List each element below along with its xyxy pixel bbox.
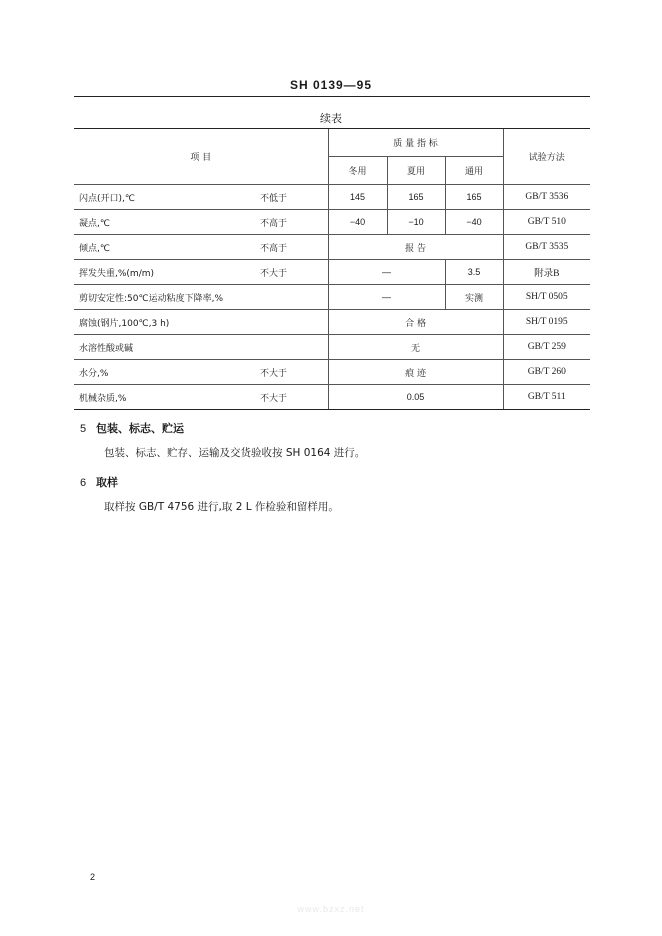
header-quality-index: 质 量 指 标 [328, 129, 503, 157]
row-method: GB/T 3535 [503, 235, 590, 260]
section-number: 6 [80, 477, 87, 489]
row-merged-value: 报 告 [328, 235, 503, 260]
table-row-evaporation-loss [74, 260, 590, 285]
header-general: 通用 [445, 157, 503, 185]
row-winter-summer-value: — [328, 260, 445, 285]
table-row-water-soluble-acid [74, 335, 590, 360]
row-item: 腐蚀(钢片,100℃,3 h) [74, 310, 328, 335]
section-6-body: 取样按 GB/T 4756 进行,取 2 L 作检验和留样用。 [104, 501, 339, 513]
row-summer: −10 [387, 210, 445, 235]
quality-spec-table [74, 128, 590, 410]
table-row-shear-stability [74, 285, 590, 310]
row-item: 凝点,℃ [74, 210, 254, 235]
row-summer: 165 [387, 185, 445, 210]
row-method: GB/T 260 [503, 360, 590, 385]
row-general: 165 [445, 185, 503, 210]
row-item: 剪切安定性:50℃运动粘度下降率,% [74, 285, 328, 310]
row-item: 机械杂质,% [74, 385, 254, 410]
section-5-heading [80, 420, 184, 436]
section-5-body: 包装、标志、贮存、运输及交货验收按 SH 0164 进行。 [104, 447, 366, 459]
row-limit: 不大于 [254, 260, 328, 285]
row-limit: 不低于 [254, 185, 328, 210]
row-general: 3.5 [445, 260, 503, 285]
header-winter: 冬用 [328, 157, 387, 185]
standard-code: SH 0139—95 [289, 78, 373, 92]
row-merged-value: 合 格 [328, 310, 503, 335]
row-item: 水溶性酸或碱 [74, 335, 328, 360]
row-method: GB/T 259 [503, 335, 590, 360]
row-method: SH/T 0195 [503, 310, 590, 335]
header-rule [74, 96, 590, 97]
row-method: GB/T 3536 [503, 185, 590, 210]
table-row-solidifying-point [74, 210, 590, 235]
row-item: 水分,% [74, 360, 254, 385]
table-row-corrosion [74, 310, 590, 335]
row-general: 实测 [445, 285, 503, 310]
section-6-heading [80, 474, 118, 490]
row-method: GB/T 510 [503, 210, 590, 235]
page-number: 2 [90, 872, 96, 882]
row-limit: 不大于 [254, 360, 328, 385]
row-merged-value: 痕 迹 [328, 360, 503, 385]
row-method: SH/T 0505 [503, 285, 590, 310]
table-caption: 续表 [320, 112, 342, 125]
table-header-row-1 [74, 129, 590, 157]
table-row-pour-point [74, 235, 590, 260]
section-title: 取样 [96, 476, 118, 489]
row-winter: −40 [328, 210, 387, 235]
table-row-mechanical-impurities [74, 385, 590, 410]
row-general: −40 [445, 210, 503, 235]
row-method: 附录B [503, 260, 590, 285]
row-limit: 不高于 [254, 210, 328, 235]
row-item: 闪点(开口),℃ [74, 185, 254, 210]
row-merged-value: 0.05 [328, 385, 503, 410]
row-limit: 不高于 [254, 235, 328, 260]
row-item: 挥发失重,%(m/m) [74, 260, 254, 285]
footer-watermark: www.bzxz.net [297, 904, 365, 914]
row-item: 倾点,℃ [74, 235, 254, 260]
table-row-water-content [74, 360, 590, 385]
table-row-flash-point [74, 185, 590, 210]
section-number: 5 [80, 423, 87, 435]
row-method: GB/T 511 [503, 385, 590, 410]
header-summer: 夏用 [387, 157, 445, 185]
row-limit: 不大于 [254, 385, 328, 410]
header-item: 项 目 [74, 129, 328, 185]
row-winter-summer-value: — [328, 285, 445, 310]
header-test-method: 试验方法 [503, 129, 590, 185]
section-title: 包装、标志、贮运 [96, 422, 184, 435]
row-merged-value: 无 [328, 335, 503, 360]
row-winter: 145 [328, 185, 387, 210]
